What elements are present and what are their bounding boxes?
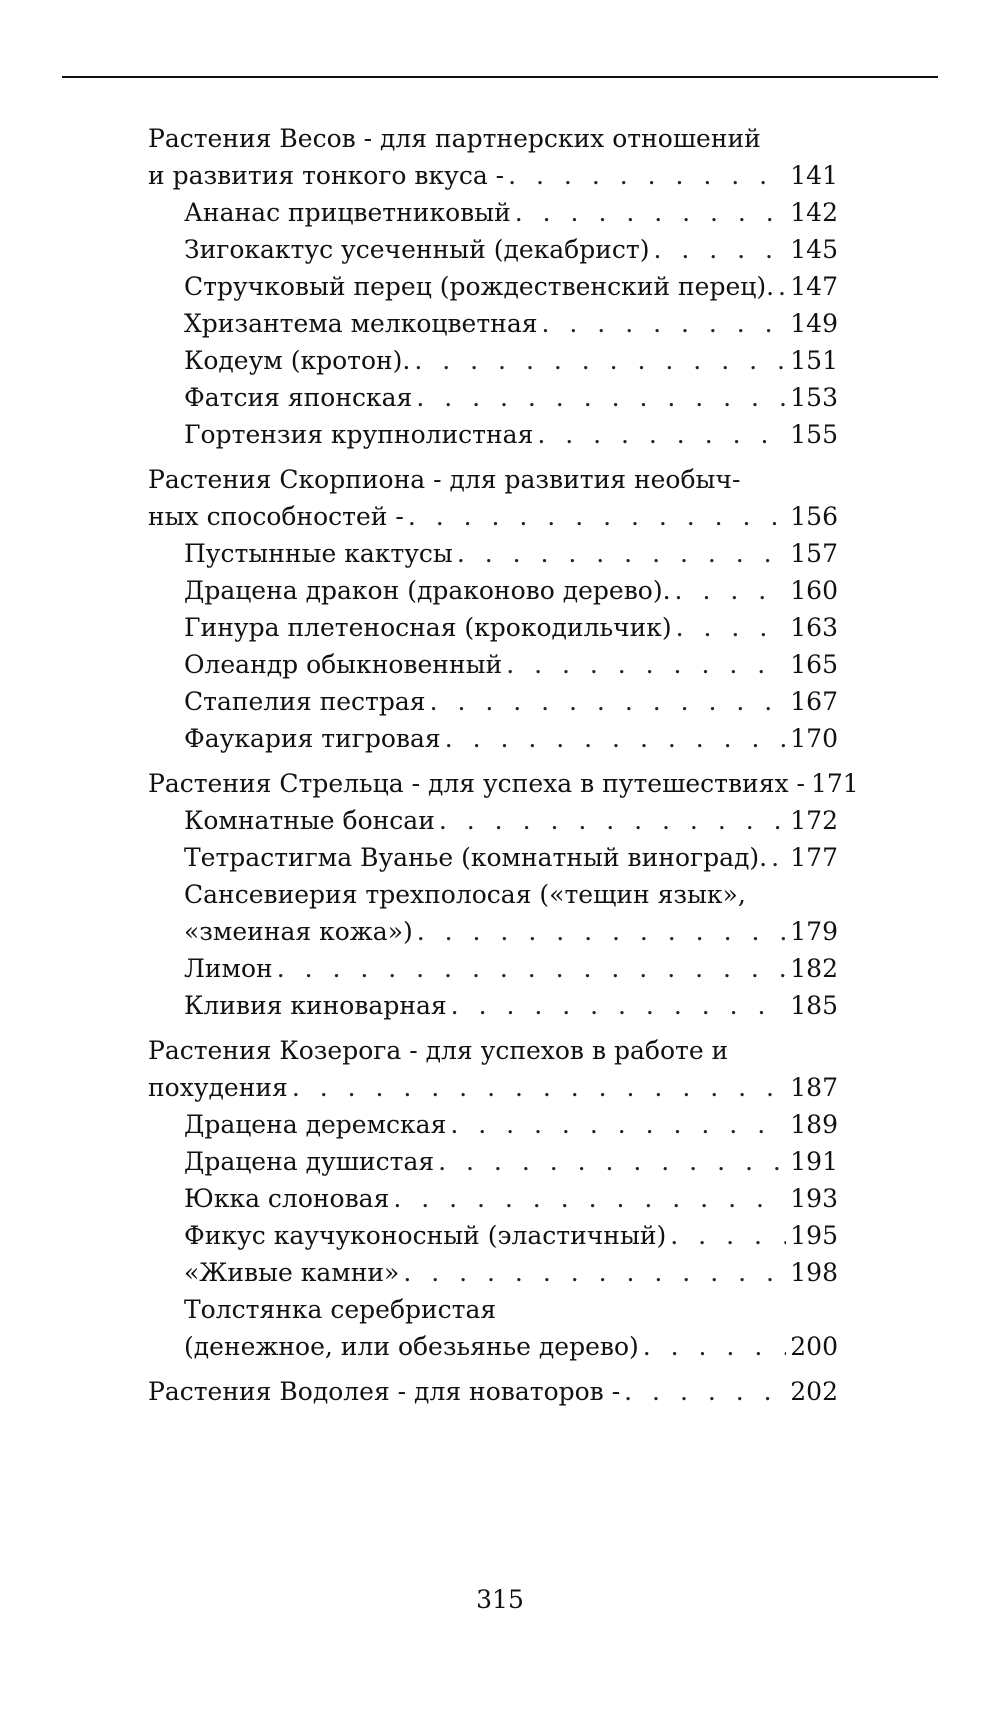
toc-entry[interactable]: [148, 1328, 838, 1365]
page-ref: 172: [790, 806, 838, 835]
page-ref: 145: [790, 235, 838, 264]
dot-leader: [430, 683, 787, 720]
dot-leader: [506, 646, 786, 683]
page-ref: 193: [790, 1184, 838, 1213]
section-heading-line: Растения Козерога - для успехов в работе и: [148, 1036, 729, 1065]
toc-entry[interactable]: [148, 231, 838, 268]
dot-leader: [445, 720, 787, 757]
entry-title: Комнатные бонсаи: [184, 806, 435, 835]
entry-title: Юкка слоновая: [184, 1184, 390, 1213]
entry-title: Драцена деремская: [184, 1110, 447, 1139]
entry-title: Лимон: [184, 954, 273, 983]
section-heading-text: и развития тонкого вкуса -: [148, 161, 505, 190]
section-gap: [148, 757, 838, 765]
entry-title: Драцена дракон (драконово дерево).: [184, 576, 671, 605]
entry-title: Гинура плетеносная (крокодильчик): [184, 613, 672, 642]
dot-leader: [670, 1217, 786, 1254]
toc-entry[interactable]: [148, 268, 838, 305]
entry-title: Драцена душистая: [184, 1147, 435, 1176]
section-heading-text: Растения Водолея - для новаторов -: [148, 1377, 621, 1406]
entry-title: Хризантема мелкоцветная: [184, 309, 538, 338]
toc-entry[interactable]: [148, 839, 838, 876]
dot-leader: [653, 231, 786, 268]
page-ref: 147: [790, 272, 838, 301]
entry-title: Стручковый перец (рождественский перец).: [184, 272, 775, 301]
toc-entry[interactable]: [148, 416, 838, 453]
toc-entry[interactable]: [148, 1217, 838, 1254]
page-ref: 195: [790, 1221, 838, 1250]
entry-title: Олеандр обыкновенный: [184, 650, 503, 679]
toc-entry[interactable]: [148, 535, 838, 572]
toc-entry[interactable]: [148, 572, 838, 609]
toc-entry[interactable]: [148, 987, 838, 1024]
page-ref: 149: [790, 309, 838, 338]
page-ref: 163: [790, 613, 838, 642]
page-ref: 202: [790, 1377, 838, 1406]
section-heading-line: Растения Скорпиона - для развития необыч-: [148, 465, 741, 494]
dot-leader: [457, 535, 786, 572]
page-ref: 153: [790, 383, 838, 412]
section-heading-entry[interactable]: [148, 157, 838, 194]
toc-entry[interactable]: [148, 1254, 838, 1291]
toc-entry[interactable]: [148, 950, 838, 987]
page-ref: 170: [790, 724, 838, 753]
section-heading-entry[interactable]: [148, 765, 859, 802]
entry-title: Фикус каучуконосный (эластичный): [184, 1221, 667, 1250]
section-gap: [148, 1024, 838, 1032]
toc-entry[interactable]: [148, 305, 838, 342]
page-ref: 160: [790, 576, 838, 605]
dot-leader: [416, 379, 786, 416]
page-ref: 177: [790, 843, 838, 872]
dot-leader: [417, 913, 787, 950]
dot-leader: [508, 157, 786, 194]
page-ref: 191: [790, 1147, 838, 1176]
table-of-contents: [148, 120, 859, 1410]
section-heading-entry[interactable]: [148, 1373, 838, 1410]
dot-leader: [439, 802, 786, 839]
dot-leader: [675, 572, 787, 609]
toc-entry[interactable]: [148, 379, 838, 416]
entry-title: Зигокактус усеченный (декабрист): [184, 235, 650, 264]
page-ref: 185: [790, 991, 838, 1020]
dot-leader: [771, 839, 786, 876]
toc-entry[interactable]: [148, 683, 838, 720]
entry-title: Тетрастигма Вуанье (комнатный виноград).: [184, 843, 768, 872]
page-ref: 167: [790, 687, 838, 716]
dot-leader: [676, 609, 787, 646]
entry-title: Фаукария тигровая: [184, 724, 441, 753]
page-ref: 189: [790, 1110, 838, 1139]
toc-entry[interactable]: [148, 1180, 838, 1217]
section-heading-text: похудения: [148, 1073, 288, 1102]
dot-leader: [450, 1106, 786, 1143]
section-gap: [148, 453, 838, 461]
toc-entry[interactable]: [148, 646, 838, 683]
page-ref: 182: [790, 954, 838, 983]
section-heading-text: ных способностей -: [148, 502, 404, 531]
page-ref: 151: [790, 346, 838, 375]
dot-leader: [408, 498, 786, 535]
page-ref: 179: [790, 917, 838, 946]
toc-entry[interactable]: [148, 802, 838, 839]
entry-title: Гортензия крупнолистная: [184, 420, 534, 449]
entry-title: «змеиная кожа»): [184, 917, 413, 946]
entry-title: (денежное, или обезьянье дерево): [184, 1332, 639, 1361]
dot-leader: [414, 342, 786, 379]
entry-title: Кодеум (кротон).: [184, 346, 411, 375]
dot-leader: [643, 1328, 787, 1365]
dot-leader: [451, 987, 787, 1024]
toc-entry[interactable]: [148, 609, 838, 646]
page-ref: 200: [790, 1332, 838, 1361]
page-ref: 155: [790, 420, 838, 449]
top-rule: [62, 76, 938, 78]
page-number: 315: [476, 1585, 524, 1614]
dot-leader: [515, 194, 787, 231]
toc-entry[interactable]: [148, 913, 838, 950]
toc-entry[interactable]: [148, 1143, 838, 1180]
entry-title: Пустынные кактусы: [184, 539, 453, 568]
section-heading-entry[interactable]: [148, 498, 838, 535]
page-ref: 157: [790, 539, 838, 568]
section-heading-text: Растения Стрельца - для успеха в путешествиях -: [148, 769, 805, 798]
page-ref: 187: [790, 1073, 838, 1102]
page-ref: 198: [790, 1258, 838, 1287]
dot-leader: [277, 950, 787, 987]
toc-entry-first-line: Толстянка серебристая: [184, 1295, 497, 1324]
page-ref: 171: [810, 769, 859, 798]
entry-title: Ананас прицветниковый: [184, 198, 511, 227]
section-gap: [148, 1365, 838, 1373]
page-ref: 156: [790, 502, 838, 531]
dot-leader: [292, 1069, 786, 1106]
section-heading-line: Растения Весов - для партнерских отношений: [148, 124, 761, 153]
toc-entry[interactable]: [148, 1106, 838, 1143]
page-ref: 141: [790, 161, 838, 190]
dot-leader: [778, 268, 786, 305]
toc-entry-first-line: Сансевиерия трехполосая («тещин язык»,: [184, 880, 746, 909]
dot-leader: [542, 305, 787, 342]
dot-leader: [403, 1254, 786, 1291]
toc-entry[interactable]: [148, 720, 838, 757]
entry-title: Стапелия пестрая: [184, 687, 426, 716]
section-heading-entry[interactable]: [148, 1069, 838, 1106]
dot-leader: [438, 1143, 786, 1180]
dot-leader: [624, 1373, 786, 1410]
page-ref: 142: [790, 198, 838, 227]
dot-leader: [537, 416, 786, 453]
entry-title: «Живые камни»: [184, 1258, 400, 1287]
entry-title: Кливия киноварная: [184, 991, 447, 1020]
toc-entry[interactable]: [148, 342, 838, 379]
page-ref: 165: [790, 650, 838, 679]
dot-leader: [393, 1180, 786, 1217]
toc-entry[interactable]: [148, 194, 838, 231]
entry-title: Фатсия японская: [184, 383, 413, 412]
